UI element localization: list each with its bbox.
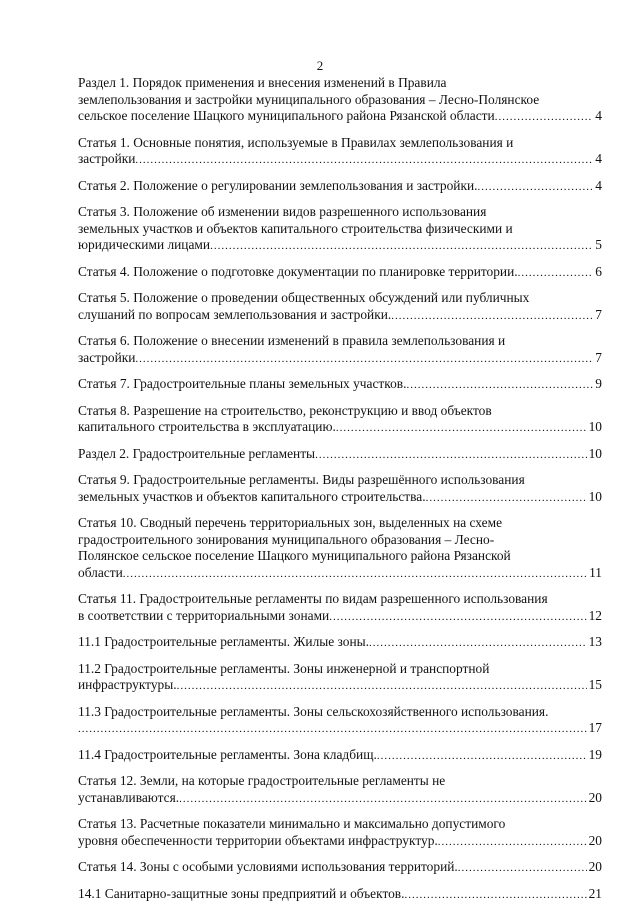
toc-entry[interactable] <box>78 290 602 324</box>
toc-page-number: 4 <box>595 177 602 193</box>
toc-leader-dots <box>369 635 587 652</box>
toc-entry-title-tail: 11.4 Градостроительные регламенты. Зона кладбищ. <box>78 746 377 762</box>
toc-entry-line: градостроительного зонирования муниципального образования – Лесно- <box>78 531 495 547</box>
toc-entry-title-tail: слушаний по вопросам землепользования и застройки. <box>78 306 392 322</box>
toc-leader-dots <box>336 420 587 437</box>
toc-page-number: 9 <box>595 376 602 391</box>
toc-leader-dots <box>177 678 587 695</box>
toc-entry-title-tail: уровня обеспеченности территории объектами инфраструктур. <box>78 832 438 848</box>
toc-entry-title-tail: застройки <box>78 151 136 166</box>
toc-entry-last-line <box>78 350 602 368</box>
toc-leader-dots <box>406 377 593 394</box>
toc-entry-title-tail: сельское поселение Шацкого муниципального района Рязанской области <box>78 108 495 123</box>
toc-entry-last-line <box>78 677 602 695</box>
toc-page-number: 10 <box>588 445 602 461</box>
toc-page-number: 7 <box>595 306 602 322</box>
toc-entry-last-line <box>78 608 602 626</box>
table-of-contents <box>78 75 602 912</box>
toc-leader-dots <box>404 887 586 904</box>
toc-entry-title-tail: Раздел 2. Градостроительные регламенты <box>78 445 316 461</box>
toc-entry-title-tail: Статья 7. Градостроительные планы земельных участков. <box>78 376 407 391</box>
toc-entry-title-tail: юридическими лицами <box>78 237 211 252</box>
toc-entry-last-line <box>78 886 602 904</box>
toc-leader-dots <box>179 791 587 808</box>
toc-entry-last-line <box>78 747 602 765</box>
toc-leader-dots <box>329 609 586 626</box>
toc-entry[interactable] <box>78 816 602 850</box>
toc-entry-last-line <box>78 178 602 196</box>
toc-leader-dots <box>135 351 593 368</box>
toc-leader-dots <box>135 152 593 169</box>
toc-entry-title-tail: инфраструктуры. <box>78 677 177 692</box>
toc-entry-last-line <box>78 446 602 464</box>
toc-entry-title-tail: земельных участков и объектов капитального строительства. <box>78 488 426 504</box>
toc-entry-last-line <box>78 151 602 169</box>
toc-entry-line: 11.3 Градостроительные регламенты. Зоны сельскохозяйственного использования. <box>78 703 549 719</box>
toc-entry[interactable] <box>78 376 602 394</box>
toc-page-number: 12 <box>588 607 602 623</box>
toc-leader-dots <box>123 566 587 583</box>
toc-entry-line: Статья 6. Положение о внесении изменений в правила землепользования и <box>78 333 506 348</box>
toc-entry-line: Статья 11. Градостроительные регламенты по видам разрешенного использования <box>78 591 548 606</box>
toc-entry-line: Статья 12. Земли, на которые градостроительные регламенты не <box>78 773 446 788</box>
toc-entry-last-line <box>78 108 602 126</box>
toc-entry[interactable] <box>78 204 602 255</box>
toc-page-number: 20 <box>588 789 602 805</box>
toc-entry[interactable] <box>78 446 602 464</box>
toc-leader-dots <box>477 179 593 196</box>
toc-page-number: 4 <box>595 108 602 123</box>
toc-page-number: 10 <box>588 419 602 434</box>
toc-page-number: 15 <box>588 677 602 692</box>
toc-entry-line: Статья 9. Градостроительные регламенты. Виды разрешённого использования <box>78 472 525 487</box>
toc-entry-line: Статья 1. Основные понятия, используемые в Правилах землепользования и <box>78 134 514 150</box>
toc-entry-last-line <box>78 634 602 652</box>
toc-entry-line: Статья 13. Расчетные показатели минимально и максимально допустимого <box>78 816 506 831</box>
toc-entry-last-line <box>78 790 602 808</box>
toc-entry[interactable] <box>78 634 602 652</box>
toc-entry[interactable] <box>78 135 602 169</box>
toc-page-number: 13 <box>588 634 602 649</box>
toc-entry-line: Статья 10. Сводный перечень территориальных зон, выделенных на схеме <box>78 515 503 530</box>
toc-entry-line: Раздел 1. Порядок применения и внесения изменений в Правила <box>78 75 447 90</box>
toc-entry[interactable] <box>78 333 602 367</box>
toc-page-number: 19 <box>588 746 602 762</box>
toc-entry-title-tail: Статья 2. Положение о регулировании землепользования и застройки. <box>78 177 478 193</box>
toc-page-number: 17 <box>588 720 602 735</box>
toc-entry-title-tail: застройки <box>78 349 136 365</box>
toc-entry[interactable] <box>78 661 602 695</box>
toc-entry-title-tail: устанавливаются. <box>78 789 180 805</box>
toc-entry[interactable] <box>78 403 602 437</box>
toc-entry[interactable] <box>78 886 602 904</box>
toc-entry-title-tail: 14.1 Санитарно-защитные зоны предприятий и объектов. <box>78 885 405 901</box>
toc-leader-dots <box>438 834 587 851</box>
toc-entry-title-tail: области <box>78 564 123 580</box>
toc-entry[interactable] <box>78 773 602 807</box>
toc-entry-last-line <box>78 489 602 507</box>
toc-page-number: 5 <box>595 237 602 252</box>
toc-entry-title-tail: Статья 4. Положение о подготовке документации по планировке территории. <box>78 263 518 279</box>
toc-entry-title-tail: в соответствии с территориальными зонами <box>78 607 330 623</box>
toc-entry-line: Статья 8. Разрешение на строительство, реконструкцию и ввод объектов <box>78 402 492 418</box>
toc-entry[interactable] <box>78 264 602 282</box>
toc-entry-title-tail: 11.1 Градостроительные регламенты. Жилые зоны. <box>78 634 369 649</box>
toc-entry-last-line <box>78 264 602 282</box>
toc-page-number: 7 <box>595 349 602 365</box>
toc-leader-dots <box>518 265 594 282</box>
toc-leader-dots <box>391 308 593 325</box>
toc-entry-line: Статья 3. Положение об изменении видов разрешенного использования <box>78 204 487 219</box>
toc-entry[interactable] <box>78 75 602 126</box>
toc-entry-last-line <box>78 307 602 325</box>
toc-entry-last-line <box>78 237 602 255</box>
toc-entry[interactable] <box>78 747 602 765</box>
toc-page-number: 6 <box>595 263 602 279</box>
toc-leader-dots <box>458 860 587 877</box>
toc-leader-dots <box>426 490 587 507</box>
toc-entry-title-tail: Статья 14. Зоны с особыми условиями использования территорий. <box>78 859 458 874</box>
toc-entry-last-line <box>78 376 602 394</box>
toc-entry-last-line <box>78 720 602 738</box>
toc-entry-last-line <box>78 565 602 583</box>
toc-entry[interactable] <box>78 178 602 196</box>
toc-leader-dots <box>78 721 587 738</box>
toc-entry-title-tail: капитального строительства в эксплуатацию. <box>78 419 336 434</box>
toc-entry-line: землепользования и застройки муниципального образования – Лесно-Полянское <box>78 91 540 107</box>
toc-page-number: 20 <box>588 832 602 848</box>
toc-leader-dots <box>495 109 594 126</box>
toc-entry[interactable] <box>78 515 602 582</box>
toc-entry-line: земельных участков и объектов капитального строительства физическими и <box>78 220 513 236</box>
toc-page-number: 10 <box>588 488 602 504</box>
toc-entry-line: Статья 5. Положение о проведении общественных обсуждений или публичных <box>78 290 530 305</box>
toc-entry[interactable] <box>78 859 602 877</box>
toc-entry[interactable] <box>78 591 602 625</box>
toc-leader-dots <box>377 748 587 765</box>
toc-page-number: 21 <box>588 885 602 901</box>
toc-entry-last-line <box>78 833 602 851</box>
toc-entry[interactable] <box>78 704 602 738</box>
toc-leader-dots <box>210 238 593 255</box>
toc-entry-last-line <box>78 419 602 437</box>
toc-entry-last-line <box>78 859 602 877</box>
toc-page-number: 11 <box>589 564 602 580</box>
toc-leader-dots <box>315 447 587 464</box>
toc-page-number: 4 <box>595 151 602 166</box>
page-number: 2 <box>316 58 324 73</box>
toc-entry-line: 11.2 Градостроительные регламенты. Зоны инженерной и транспортной <box>78 660 490 676</box>
toc-entry[interactable] <box>78 472 602 506</box>
toc-entry-line: Полянское сельское поселение Шацкого муниципального района Рязанской <box>78 548 511 563</box>
toc-page-number: 20 <box>588 859 602 874</box>
